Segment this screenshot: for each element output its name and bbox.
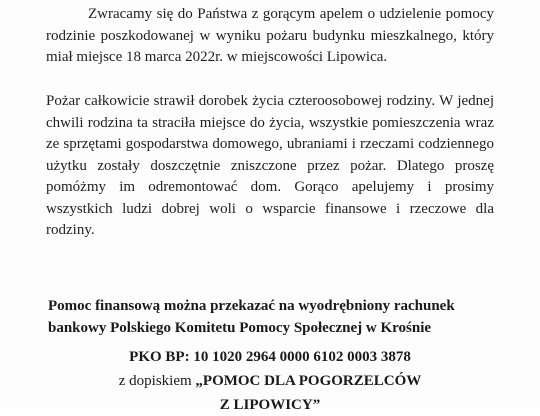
- fire-description-paragraph: Pożar całkowicie strawił dorobek życia czteroosobowej rodziny. W jednej chwili rodzina ta straciła miejsce do życia, wszystkie pomieszczenia wraz ze sprzętami gospodarstwa domowego, ubraniami i rzeczami codziennego użytku zostały doszczętnie zniszczone przez pożar. Dlatego proszę pomóżmy im odremontować dom. Gorąco apelujemy i prosimy wszystkich ludzi dobrej woli o wsparcie finansowe i rzeczowe dla rodziny.: [46, 93, 494, 238]
- transfer-note-line: [0, 370, 540, 392]
- appeal-paragraph: [46, 4, 494, 69]
- payment-info-line-1: Pomoc finansową można przekazać na wyodrębniony rachunek: [48, 298, 455, 314]
- bank-account-number: PKO BP: 10 1020 2964 0000 6102 0003 3878: [129, 349, 411, 365]
- transfer-note-title: „POMOC DLA POGORZELCÓW: [195, 373, 422, 389]
- transfer-note-prefix: z dopiskiem: [118, 373, 196, 389]
- payment-info-line-2: bankowy Polskiego Komitetu Pomocy Społecznej w Krośnie: [48, 320, 432, 336]
- appeal-text: Zwracamy się do Państwa z gorącym apelem o udzielenie pomocy rodzinie poszkodowanej w wyniku pożaru budynku mieszkalnego, który miał miejsce 18 marca 2022r. w miejscowości Lipowica.: [46, 6, 494, 65]
- transfer-note-title-continued: Z LIPOWICY”: [219, 397, 321, 413]
